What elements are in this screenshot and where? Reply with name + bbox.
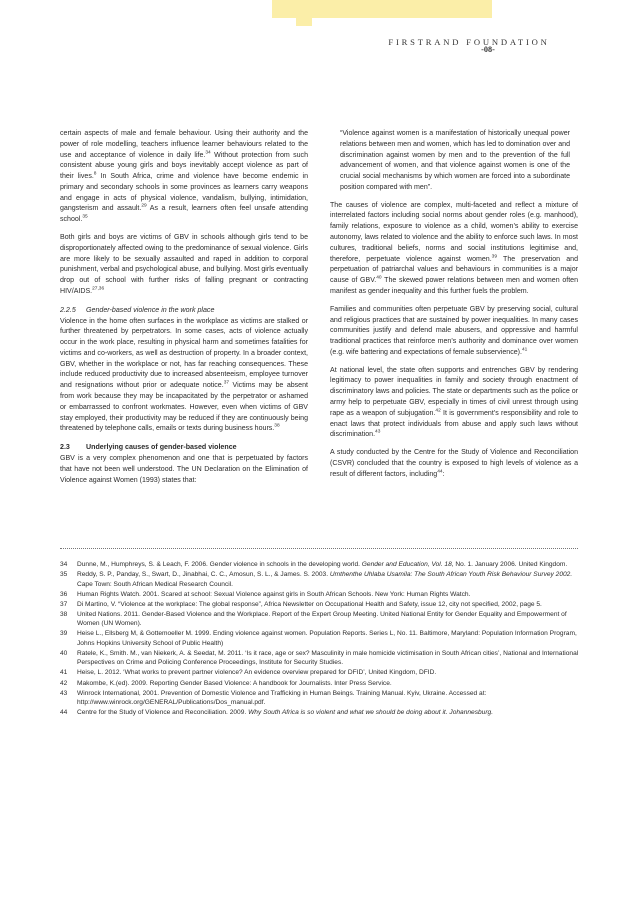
footnote: 37 Di Martino, V. “Violence at the workplace: The global response”, Africa Newsletter on Occupational Health and Safety, issue 12, city not specified, 2002, page 5. <box>60 600 542 608</box>
footnote: 34 Dunne, M., Humphreys, S. & Leach, F. 2006. Gender violence in schools in the developing world. Gender and Education, Vol. 18, No. 1. January 2006. United Kingdom. <box>60 561 568 568</box>
footnote: 43 Winrock International, 2001. Prevention of Domestic Violence and Trafficking in Human Beings. Training Manual. Kyiv, Ukraine. Accessed at: http://www.winrock.org/GENERAL/Publications/Dos_manual.pdf. <box>60 689 487 707</box>
paragraph: At national level, the state often supports and entrenches GBV by rendering legitimacy to power inequalities in family and society through enactment of discriminatory laws and policies. The state or departments such as the police or army help to perpetuate GBV, especially in times of civil unrest through using rape as a weapon of subjugation.$^{42}$ It is government’s responsibility and role to enact laws that protect individuals from abuse and apply such laws without discrimination.$^{43}$ <box>330 366 578 439</box>
footnote: 36 Human Rights Watch. 2001. Scared at school: Sexual Violence against girls in South African Schools. New York: Human Rights Watch. <box>60 590 471 598</box>
left-column <box>60 129 308 493</box>
footnote: 35 Reddy, S. P., Panday, S., Swart, D., Jinabhai, C. C., Amosun, S. L., & James. S. 2003. Umthenthe Uhlaba Usamila: The South African Youth Risk Behaviour Survey 2002. Cape Town: South African Medical Research Council. <box>60 571 573 588</box>
organization-name: FIRSTRAND FOUNDATION <box>388 37 550 47</box>
right-column <box>330 129 578 487</box>
footnote: 41 Heise, L. 2012. ‘What works to prevent partner violence? An evidence overview prepared for DFID’, United Kingdom, DFID. <box>60 669 437 677</box>
footnote: 38 United Nations. 2011. Gender-Based Violence and the Workplace. Report of the Expert Group Meeting. United National Entity for Gender Equality and Empowerment of Women (UN Women). <box>60 610 567 628</box>
section-heading: 2.2.5 Gender-based violence in the work place <box>60 305 215 314</box>
page-number: -08- <box>481 45 495 54</box>
paragraph: certain aspects of male and female behaviour. Using their authority and the power of role modelling, teachers influence learner behaviours related to the use and acceptance of violence in daily life.$^{34}$ Without protection from such consistent abuse young girls and boys inevitably accept violence as part of their lives.$^8$ In South Africa, crime and violence have become endemic in primary and secondary schools in some provinces as learners carry weapons and engage in acts of physical violence, vandalism, bullying, intimidation, gangsterism and assault.$^{29}$ As a result, learners often feel unsafe attending school.$^{35}$ <box>60 130 309 224</box>
paragraph: Families and communities often perpetuate GBV by preserving social, cultural and religious practices that are sustained by power inequalities. In many cases communities justify and defend male abusers, and oppressive and harmful traditional practices that reinforce men’s authority and dominance over women (e.g. wife battering and expectations of female subservience).$^{41}$ <box>330 305 578 356</box>
paragraph: The causes of violence are complex, multi-faceted and reflect a mixture of interrelated factors including social norms about gender roles (e.g. manhood), family relations, exposure to violence as a child, women’s ability to exercise autonomy, laws related to violence and the ability to enforce such laws. In most cultures, traditional beliefs, norms and social institutions legitimise and, therefore, perpetuate violence against women.$^{39}$ The preservation and perpetuation of patriarchal values and behaviours in communities is a major cause of GBV.$^{40}$ The skewed power relations between men and women often manifest as gender inequality and this further fuels the problem. <box>330 201 578 295</box>
paragraph: Violence in the home often surfaces in the workplace as victims are stalked or further threatened by perpetrators. In some cases, acts of violence actually occur in the work place, resulting in physical harm and sometimes fatalities for victims and co-workers, as well as destruction of property. In a broader context, GBV, whether in the workplace or not, has far reaching consequences. These include reduced productivity due to increased absenteeism, employee turnover and resignations without prior or adequate notice.$^{37}$ Victims may be absent from work because they may be incapacitated by the perpetrator or ashamed or embarrassed to confront workmates. However, even when victims of GBV stay employed, their productivity may be reduced if they are continuously being threatened by telephone calls, emails or texts during business hours.$^{38}$ <box>60 317 308 433</box>
footnotes <box>60 560 580 718</box>
header-accent-notch <box>296 0 312 26</box>
paragraph: A study conducted by the Centre for the Study of Violence and Reconciliation (CSVR) concluded that the country is exposed to high levels of violence as a result of different factors, including$^{44}$: <box>330 449 578 478</box>
paragraph: GBV is a very complex phenomenon and one that is perpetuated by factors that have not been well understood. The UN Declaration on the Elimination of Violence against Women (1993) states that: <box>60 455 308 484</box>
footnote: 42 Makombe, K.(ed). 2009. Reporting Gender Based Violence: A handbook for Journalists. Inter Press Service. <box>60 679 392 687</box>
footnote-divider <box>60 548 578 549</box>
footnote: 40 Ratele, K., Smith. M., van Niekerk, A. & Seedat, M. 2011. ‘Is it race, age or sex? Masculinity in male homicide victimisation in South African cities’, National and International Perspectives on Crime and Policing Conference Proceedings, Institute for Security Studies. <box>60 649 579 667</box>
footnote: 44 Centre for the Study of Violence and Reconciliation. 2009. Why South Africa is so violent and what we should be doing about it. Johannesburg. <box>60 709 494 717</box>
block-quote: “Violence against women is a manifestation of historically unequal power relations between men and women, which has led to domination over and discrimination against women by men and to the prevention of the full advancement of women, and that violence against women is one of the crucial social mechanisms by which women are forced into a subordinate position compared with men”. <box>340 130 570 191</box>
section-heading: 2.3 Underlying causes of gender-based violence <box>60 443 237 452</box>
footnote: 39 Heise L., Ellsberg M, & Gottemoeller M. 1999. Ending violence against women. Population Reports. Series L, No. 11. Baltimore, Maryland: Population Information Program, Johns Hopkins University School of Public Health) <box>60 630 577 647</box>
paragraph: Both girls and boys are victims of GBV in schools although girls tend to be disproportionately affected owing to the predominance of sexual violence. Girls are more likely to be sexually assaulted and raped in addition to corporal punishment, verbal and psychological abuse, and bullying. Most girls eventually drop out of school with further risks of falling pregnant or contracting HIV/AIDS.$^{27,36}$ <box>60 234 308 295</box>
